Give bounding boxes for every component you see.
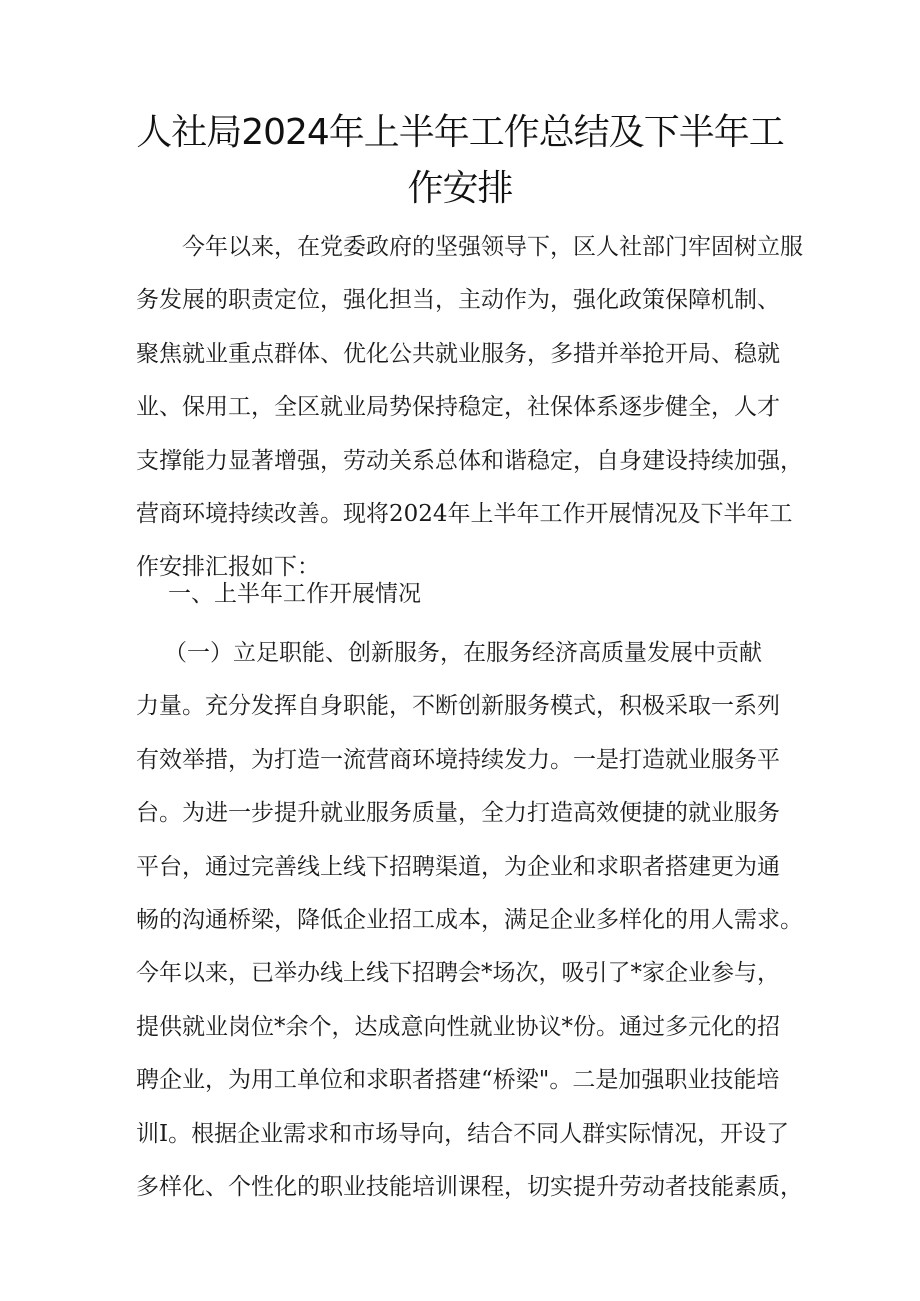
intro-line-1: 今年以来，在党委政府的坚强领导下，区人社部门牢固树立服 xyxy=(182,234,803,260)
intro-line-7: 作安排汇报如下： xyxy=(136,554,320,581)
section1-line-8: 提供就业岗位*余个，达成意向性就业协议*份。通过多元化的招 xyxy=(136,1013,780,1040)
section1-line-6: 畅的沟通桥梁，降低企业招工成本，满足企业多样化的用人需求。 xyxy=(136,906,803,933)
section1-line-10: 训I。根据企业需求和市场导向，结合不同人群实际情况，开设了 xyxy=(136,1120,790,1147)
section1-line-11: 多样化、个性化的职业技能培训课程，切实提升劳动者技能素质， xyxy=(136,1173,803,1200)
intro-paragraph xyxy=(136,221,803,595)
section1-line-4: 台。为进一步提升就业服务质量，全力打造高效便捷的就业服务 xyxy=(136,800,780,827)
section1-line-3: 有效举措，为打造一流营商环境持续发力。一是打造就业服务平 xyxy=(136,746,780,773)
section1-line-7: 今年以来，已举办线上线下招聘会*场次，吸引了*家企业参与， xyxy=(136,960,780,987)
document-title-line-1: 人社局2024年上半年工作总结及下半年工 xyxy=(136,112,784,153)
section1-line-9: 聘企业，为用工单位和求职者搭建“桥梁"。二是加强职业技能培 xyxy=(136,1067,780,1094)
section1-line-2: 力量。充分发挥自身职能，不断创新服务模式，积极采取一系列 xyxy=(136,693,780,720)
document-title-line-2: 作安排 xyxy=(407,168,513,209)
section-heading: 一、上半年工作开展情况 xyxy=(168,581,421,607)
section1-line-1: （一）立足职能、创新服务，在服务经济高质量发展中贡献 xyxy=(164,640,762,666)
section1-paragraph xyxy=(136,627,803,1214)
intro-line-6: 营商环境持续改善。现将2024年上半年工作开展情况及下半年工 xyxy=(136,500,793,527)
intro-line-3: 聚焦就业重点群体、优化公共就业服务，多措并举抢开局、稳就 xyxy=(136,340,780,367)
intro-line-4: 业、保用工，全区就业局势保持稳定，社保体系逐步健全，人才 xyxy=(136,394,780,421)
intro-line-2: 务发展的职责定位，强化担当，主动作为，强化政策保障机制、 xyxy=(136,287,780,314)
section1-line-5: 平台，通过完善线上线下招聘渠道，为企业和求职者搭建更为通 xyxy=(136,853,780,880)
intro-line-5: 支撑能力显著增强，劳动关系总体和谐稳定，自身建设持续加强， xyxy=(136,447,803,474)
